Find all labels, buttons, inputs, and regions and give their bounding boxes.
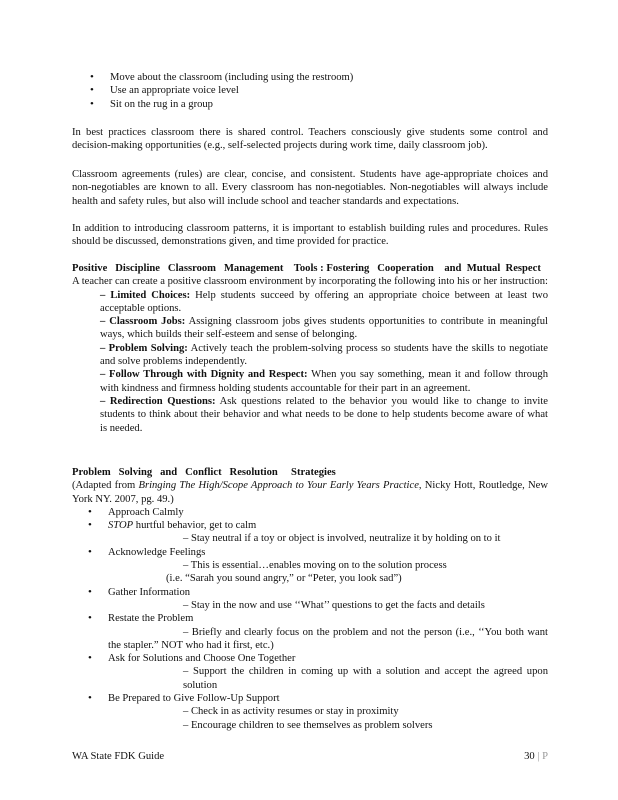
- list-item: • Be Prepared to Give Follow‑Up Support – Check in as activity resumes or stay in proximity – Encourage children to see themselves as problem solvers: [70, 692, 548, 732]
- list-item: [72, 342, 548, 369]
- list-item: • STOP hurtful behavior, get to calm – Stay neutral if a toy or object is involved, neutralize it by holding on to it: [70, 519, 548, 546]
- section-problem-solving: [72, 466, 548, 732]
- page-number-block: [524, 750, 548, 763]
- item-term: – Follow Through with Dignity and Respect:: [100, 369, 308, 381]
- item-text: Help students succeed by offering an appropriate choice between at least two acceptable options.: [100, 289, 548, 314]
- item-text: Actively teach the problem‑solving process so students have the skills to negotiate and solve problems independently.: [100, 342, 548, 368]
- item-term: – Redirection Questions:: [100, 395, 216, 407]
- footer-page-letter: P: [542, 751, 548, 762]
- sub-item: (i.e. “Sarah you sound angry,” or “Peter, you look sad”): [166, 573, 402, 585]
- list-item: • Sit on the rug in a group: [72, 98, 552, 111]
- item-term: – Classroom Jobs:: [100, 316, 186, 328]
- list-item: [72, 368, 548, 395]
- list-item: • Use an appropriate voice level: [72, 84, 552, 97]
- paragraph-classroom-agreements: Classroom agreements (rules) are clear, concise, and consistent. Students have age‑appropriate choices and non‑negotiables are known to all. Every classroom has non‑negotiables. Non‑negotiables will always include health and safety rules, but also will include school and teacher standards and expectations.: [72, 169, 548, 207]
- citation: (Adapted from Bringing The High/Scope Approach to Your Early Years Practice, Nicky Hott, Routledge, New York NY. 2007, pg. 49.): [72, 480, 549, 505]
- footer-title: WA State FDK Guide: [72, 751, 165, 762]
- list-item: • Restate the Problem – Briefly and clearly focus on the problem and not the person (i.e., ‘‘You both want the stapler.” NOT who had it first, etc.): [70, 612, 548, 652]
- sub-item: – Stay neutral if a toy or object is involved, neutralize it by holding on to it: [183, 533, 501, 545]
- sub-item: – Encourage children to see themselves as problem solvers: [183, 719, 433, 731]
- sub-item: – Stay in the now and use ‘‘What’’ questions to get the facts and details: [183, 599, 485, 611]
- section-heading: Problem Solving and Conflict Resolution Strategies: [72, 467, 336, 478]
- list-item: • Gather Information – Stay in the now and use ‘‘What’’ questions to get the facts and details: [70, 586, 548, 613]
- page-number: 30: [524, 751, 535, 762]
- section-positive-discipline: [72, 262, 548, 435]
- list-item: • Move about the classroom (including using the restroom): [72, 71, 552, 84]
- page-footer: [72, 750, 548, 763]
- item-text: Ask questions related to the behavior you would like to change to invite students to think about their behavior and what needs to be done to help students become aware of what is needed.: [100, 395, 548, 434]
- footer-separator: |: [537, 751, 540, 762]
- list-item: • Approach Calmly: [70, 506, 548, 519]
- section-heading: Positive Discipline Classroom Management Tools : Fostering Cooperation and Mutual Respect: [72, 263, 541, 274]
- sub-item: – This is essential…enables moving on to the solution process: [183, 560, 447, 572]
- strategy-list: [70, 506, 548, 732]
- item-text: Assigning classroom jobs gives students opportunities to contribute in meaningful ways, which builds their self‑esteem and sense of belonging.: [100, 316, 549, 341]
- top-bullet-list: [72, 71, 552, 111]
- sub-item: – Check in as activity resumes or stay in proximity: [183, 706, 399, 718]
- item-text: When you say something, mean it and follow through with kindness and firmness holding students accountable for their part in an agreement.: [100, 369, 548, 394]
- citation-title: Bringing The High/Scope Approach to Your Early Years Practice: [138, 480, 419, 492]
- list-item: [72, 289, 548, 316]
- section-intro: A teacher can create a positive classroom environment by incorporating the following into his or her instruction:: [72, 276, 548, 288]
- paragraph-building-rules: In addition to introducing classroom patterns, it is important to establish building rules and procedures. Rules should be discussed, demonstrations given, and time provided for practice.: [72, 223, 548, 248]
- paragraph-shared-control: In best practices classroom there is shared control. Teachers consciously give students some control and decision‑making opportunities (e.g., self‑selected projects during work time, daily classroom job).: [72, 127, 548, 152]
- item-term: – Problem Solving:: [100, 342, 188, 354]
- sub-item: – Briefly and clearly focus on the problem and not the person (i.e., ‘‘You both want the stapler.” NOT who had it first, etc.): [108, 626, 548, 651]
- list-item: • Ask for Solutions and Choose One Together – Support the children in coming up with a solution and accept the agreed upon solution: [70, 652, 548, 692]
- list-item: [72, 315, 548, 342]
- list-item: [72, 395, 548, 435]
- item-term: – Limited Choices:: [100, 289, 191, 301]
- sub-item: – Support the children in coming up with a solution and accept the agreed upon solution: [183, 666, 548, 691]
- list-item: • Acknowledge Feelings – This is essential…enables moving on to the solution process (i.e. “Sarah you sound angry,” or “Peter, you look sad”): [70, 546, 548, 586]
